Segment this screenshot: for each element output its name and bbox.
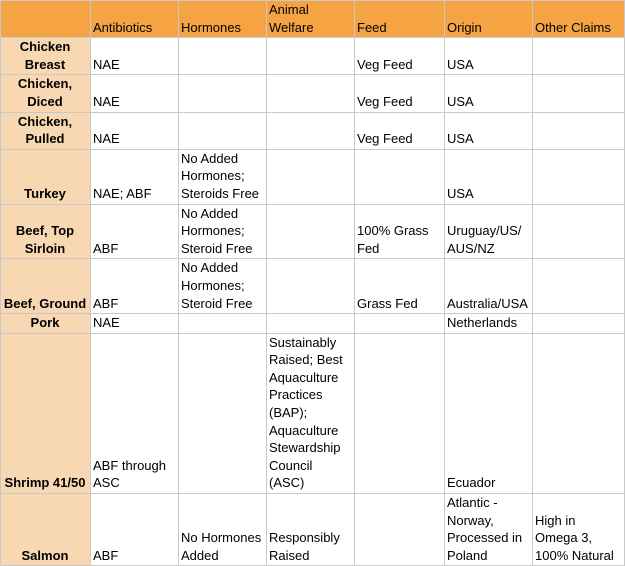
header-antibiotics: Antibiotics [91, 1, 179, 38]
cell-feed: Veg Feed [355, 75, 445, 112]
cell-animal-welfare: Sustainably Raised; Best Aquaculture Practices (BAP); Aquaculture Stewardship Council (ASC) [267, 333, 355, 493]
cell-hormones: No Added Hormones; Steroid Free [179, 204, 267, 259]
cell-antibiotics: ABF [91, 494, 179, 566]
cell-origin: Uruguay/US/ AUS/NZ [445, 204, 533, 259]
cell-hormones [179, 112, 267, 149]
cell-hormones [179, 314, 267, 334]
row-product: Pork [1, 314, 91, 334]
cell-feed: 100% Grass Fed [355, 204, 445, 259]
table-row [1, 204, 625, 259]
cell-antibiotics: ABF [91, 259, 179, 314]
row-product: Beef, Top Sirloin [1, 204, 91, 259]
cell-other-claims [533, 204, 625, 259]
cell-other-claims [533, 259, 625, 314]
cell-animal-welfare [267, 259, 355, 314]
cell-antibiotics: NAE [91, 112, 179, 149]
cell-hormones: No Hormones Added [179, 494, 267, 566]
table-row [1, 149, 625, 204]
cell-feed: Veg Feed [355, 38, 445, 75]
table-row [1, 333, 625, 493]
cell-animal-welfare [267, 38, 355, 75]
table-row [1, 75, 625, 112]
cell-feed [355, 494, 445, 566]
cell-antibiotics: NAE [91, 75, 179, 112]
row-product: Turkey [1, 149, 91, 204]
cell-origin: Netherlands [445, 314, 533, 334]
row-product: Chicken, Pulled [1, 112, 91, 149]
cell-hormones [179, 333, 267, 493]
cell-origin: Ecuador [445, 333, 533, 493]
header-hormones: Hormones [179, 1, 267, 38]
cell-origin: USA [445, 149, 533, 204]
cell-other-claims: High in Omega 3, 100% Natural [533, 494, 625, 566]
cell-other-claims [533, 112, 625, 149]
cell-feed [355, 149, 445, 204]
row-product: Chicken, Diced [1, 75, 91, 112]
cell-feed [355, 333, 445, 493]
cell-animal-welfare [267, 204, 355, 259]
table-row [1, 38, 625, 75]
cell-origin: Atlantic - Norway, Processed in Poland [445, 494, 533, 566]
row-product: Chicken Breast [1, 38, 91, 75]
cell-feed [355, 314, 445, 334]
cell-origin: USA [445, 38, 533, 75]
cell-origin: USA [445, 75, 533, 112]
header-origin: Origin [445, 1, 533, 38]
cell-antibiotics: NAE; ABF [91, 149, 179, 204]
cell-other-claims [533, 149, 625, 204]
cell-origin: Australia/USA [445, 259, 533, 314]
cell-hormones: No Added Hormones; Steroids Free [179, 149, 267, 204]
cell-hormones [179, 75, 267, 112]
cell-antibiotics: ABF [91, 204, 179, 259]
header-animal-welfare: Animal Welfare [267, 1, 355, 38]
row-product: Beef, Ground [1, 259, 91, 314]
cell-animal-welfare [267, 112, 355, 149]
cell-antibiotics: ABF through ASC [91, 333, 179, 493]
header-corner [1, 1, 91, 38]
cell-antibiotics: NAE [91, 38, 179, 75]
cell-animal-welfare [267, 149, 355, 204]
table-row [1, 259, 625, 314]
cell-animal-welfare: Responsibly Raised [267, 494, 355, 566]
cell-hormones [179, 38, 267, 75]
table-row [1, 112, 625, 149]
header-feed: Feed [355, 1, 445, 38]
table-row [1, 314, 625, 334]
cell-feed: Veg Feed [355, 112, 445, 149]
header-other-claims: Other Claims [533, 1, 625, 38]
cell-feed: Grass Fed [355, 259, 445, 314]
header-row [1, 1, 625, 38]
row-product: Salmon [1, 494, 91, 566]
row-product: Shrimp 41/50 [1, 333, 91, 493]
cell-other-claims [533, 75, 625, 112]
table-row [1, 494, 625, 566]
cell-animal-welfare [267, 314, 355, 334]
cell-hormones: No Added Hormones; Steroid Free [179, 259, 267, 314]
cell-antibiotics: NAE [91, 314, 179, 334]
cell-other-claims [533, 333, 625, 493]
cell-origin: USA [445, 112, 533, 149]
cell-other-claims [533, 314, 625, 334]
cell-other-claims [533, 38, 625, 75]
cell-animal-welfare [267, 75, 355, 112]
